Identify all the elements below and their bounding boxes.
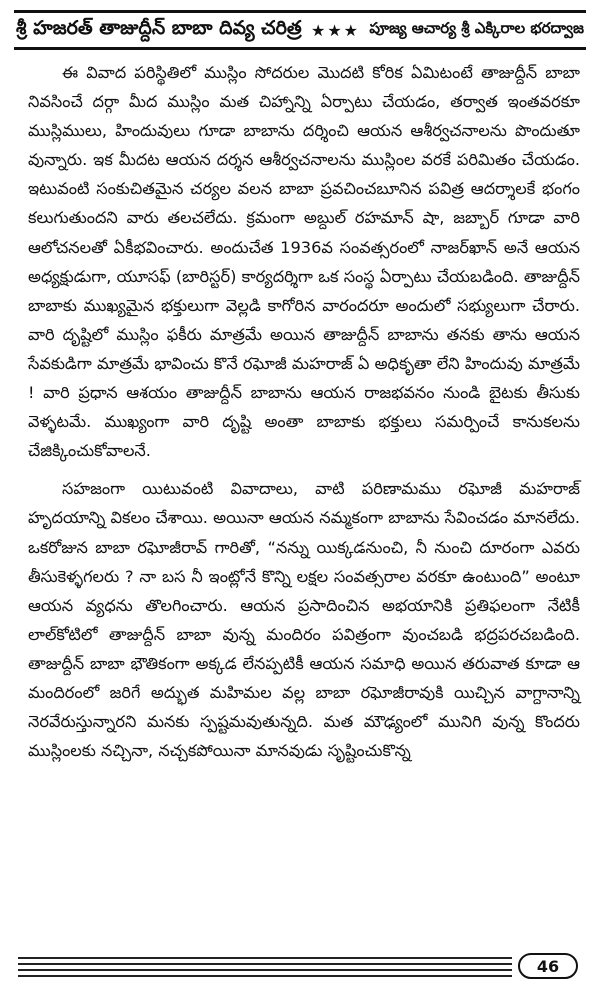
paragraph-2: సహజంగా యిటువంటి వివాదాలు, వాటి పరిణామము రఘోజీ మహరాజ్ హృదయాన్ని వికలం చేశాయి. అయినా ఆయన నమ్మకంగా బాబాను సేవించడం మానలేదు. ఒకరోజున బాబా రఘోజీరావ్ గారితో, “నన్ను యిక్కడనుంచి, నీ నుంచి దూరంగా ఎవరు తీసుకెళ్ళగలరు ? నా బస నీ ఇంట్లోనే కొన్ని లక్షల సంవత్సరాల వరకూ ఉంటుంది” అంటూ ఆయన వ్యధను తొలగించారు. ఆయన ప్రసాదించిన అభయానికి ప్రతిఫలంగా నేటికీ లాల్‌కోటిలో తాజుద్దీన్ బాబా వున్న మందిరం పవిత్రంగా వుంచబడి భద్రపరచబడింది. తాజుద్దీన్ బాబా భౌతికంగా అక్కడ లేనప్పటికీ ఆయన సమాధి అయిన తరువాత కూడా ఆ మందిరంలో జరిగే అద్భుత మహిమల వల్ల బాబా రఘోజీరావుకి యిచ్చిన వాగ్దానాన్ని నెరవేరుస్తున్నారని మనకు స్పష్టమవుతున్నది. మత మౌఢ్యంలో మునిగి వున్న కొందరు ముస్లింలకు నచ్చినా, నచ్చకపోయినా మానవుడు సృష్టించుకొన్న [28,479,580,761]
book-title: శ్రీ హజరత్ తాజుద్దీన్ బాబా దివ్య చరిత్ర [16,16,302,39]
body-text [28,58,580,765]
footer-rule [18,969,512,971]
page-footer [18,955,584,981]
paragraph-1: ఈ వివాద పరిస్థితిలో ముస్లిం సోదరుల మొదటి కోరిక ఏమిటంటే తాజుద్దీన్ బాబా నివసించే దర్గా మీద ముస్లిం మత చిహ్నాన్ని ఏర్పాటు చేయడం, తర్వాత ఇంతవరకూ ముస్లిములు, హిందువులు గూడా బాబాను దర్శించి ఆయన ఆశీర్వచనాలను పొందుతూ వున్నారు. ఇక మీదట ఆయన దర్శన ఆశీర్వచనాలను ముస్లింల వరకే పరిమితం చేయడం. ఇటువంటి సంకుచితమైన చర్యల వలన బాబా ప్రవచించబూనిన పవిత్ర ఆదర్శాలకే భంగం కలుగుతుందని వారు తలచలేదు. క్రమంగా అబ్దుల్ రహమాన్ షా, జబ్బార్ గూడా వారి ఆలోచనలతో ఏకీభవించారు. అందుచేత 1936వ సంవత్సరంలో నాజర్‌ఖాన్ అనే ఆయన అధ్యక్షుడుగా, యూసఫ్ (బారిస్టర్) కార్యదర్శిగా ఒక సంస్థ ఏర్పాటు చేయబడింది. తాజుద్దీన్ బాబాకు ముఖ్యమైన భక్తులుగా వెల్లడి కాగోరిన వారందరూ అందులో సభ్యులుగా చేరారు. వారి దృష్టిలో ముస్లిం ఫకీరు మాత్రమే అయిన తాజుద్దీన్ బాబాను తనకు తాను ఆయన సేవకుడిగా మాత్రమే భావించు కొనే రఘోజీ మహరాజ్ ఏ అధికృతా లేని హిందువు మాత్రమే ! వారి ప్రధాన ఆశయం తాజుద్దీన్ బాబాను ఆయన రాజభవనం నుండి బైటకు తీసుకు వెళ్ళటమే. ముఖ్యంగా వారి దృష్టి అంతా బాబాకు భక్తులు సమర్పించే కానుకలను చేజిక్కించుకోవాలనే. [28,63,580,461]
author-name: పూజ్య ఆచార్య శ్రీ ఎక్కిరాల భరద్వాజ [369,19,584,37]
running-header [14,10,586,50]
page-number: 46 [518,953,578,979]
star-separator: ★★★ [310,20,361,40]
footer-rule [18,957,512,959]
footer-rule [18,963,512,965]
footer-rule [18,975,512,977]
